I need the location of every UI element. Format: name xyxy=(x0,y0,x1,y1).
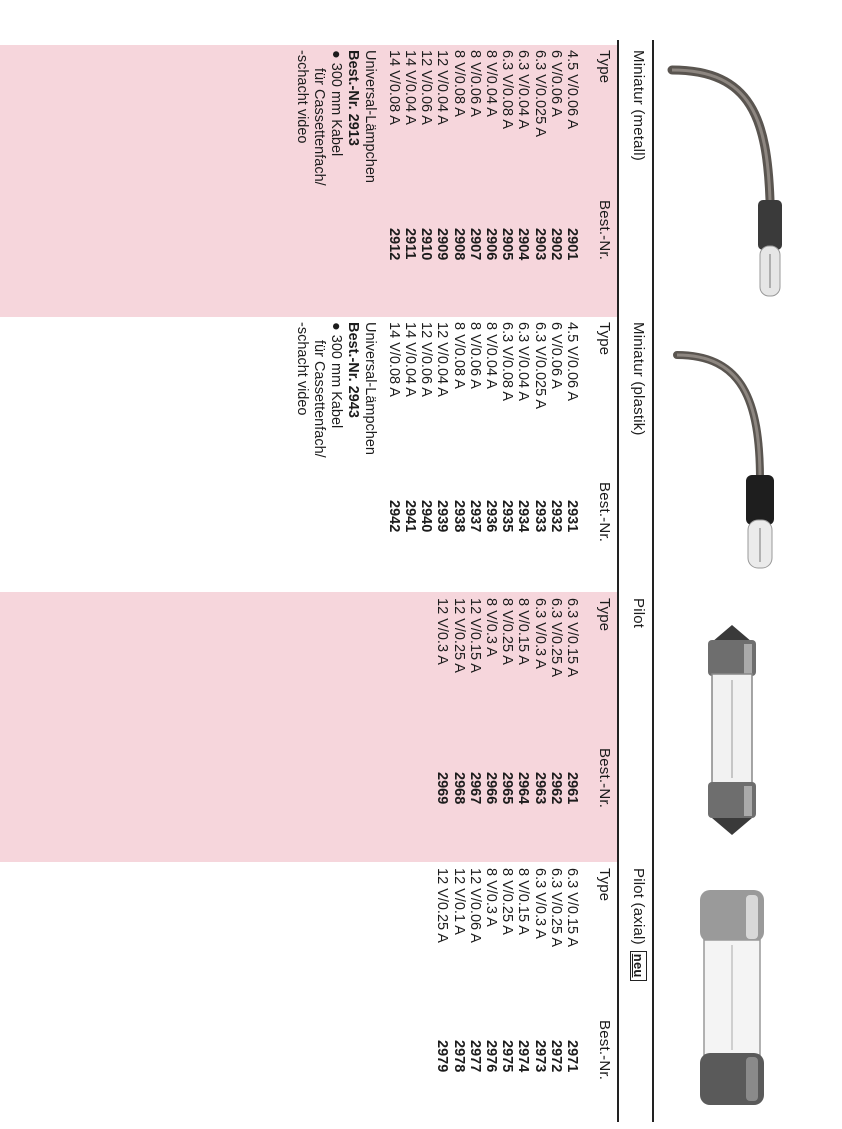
column-header-type: Type xyxy=(596,598,613,632)
type-value: 6.3 V/0.25 A xyxy=(547,868,564,948)
type-value: 8 V/0.15 A xyxy=(515,868,532,935)
order-number: 2940 xyxy=(418,500,435,533)
note-cable: ● 300 mm Kabel xyxy=(328,50,344,157)
type-value: 12 V/0.1 A xyxy=(450,868,467,935)
type-value: 12 V/0.15 A xyxy=(466,598,483,673)
type-value: 6.3 V/0.3 A xyxy=(531,868,548,939)
type-value: 12 V/0.04 A xyxy=(434,50,451,125)
type-value: 8 V/0.04 A xyxy=(482,322,499,389)
order-number: 2909 xyxy=(434,228,451,261)
column-header-best-nr: Best.-Nr. xyxy=(596,482,613,543)
order-number: 2968 xyxy=(450,772,467,805)
type-list xyxy=(434,598,580,677)
order-number: 2963 xyxy=(531,772,548,805)
order-number: 2974 xyxy=(515,1040,532,1073)
axial-fuse-bulb-icon xyxy=(662,885,802,1115)
order-number: 2942 xyxy=(385,500,402,533)
order-number: 2978 xyxy=(450,1040,467,1073)
type-value: 8 V/0.04 A xyxy=(482,50,499,117)
type-value: 8 V/0.25 A xyxy=(499,598,516,665)
type-value: 8 V/0.15 A xyxy=(515,598,532,665)
note-order-number: Best.-Nr. 2943 xyxy=(345,322,361,418)
new-badge: neu xyxy=(630,951,647,981)
type-value: 6.3 V/0.15 A xyxy=(564,598,580,678)
note-order-number: Best.-Nr. 2913 xyxy=(345,50,361,146)
order-number: 2966 xyxy=(482,772,499,805)
column-header-best-nr: Best.-Nr. xyxy=(596,1020,613,1081)
type-value: 12 V/0.3 A xyxy=(434,598,451,665)
type-value: 12 V/0.06 A xyxy=(418,50,435,125)
type-value: 4.5 V/0.06 A xyxy=(564,322,580,402)
type-value: 12 V/0.25 A xyxy=(450,598,467,673)
order-number-list xyxy=(434,772,580,804)
type-value: 6.3 V/0.025 A xyxy=(531,50,548,138)
section-title-miniatur-metall: Miniatur (metall) xyxy=(630,50,647,161)
order-number: 2979 xyxy=(434,1040,451,1073)
order-number: 2902 xyxy=(547,228,564,261)
type-value: 8 V/0.08 A xyxy=(450,322,467,389)
order-number: 2941 xyxy=(401,500,418,533)
type-value: 8 V/0.06 A xyxy=(466,50,483,117)
note-title: Universal-Lämpchen xyxy=(362,50,378,183)
type-list xyxy=(386,50,580,137)
type-value: 6.3 V/0.04 A xyxy=(515,50,532,130)
type-value: 8 V/0.3 A xyxy=(482,868,499,927)
column-header-type: Type xyxy=(596,50,613,84)
order-number: 2967 xyxy=(466,772,483,805)
pilot-bulb-icon xyxy=(672,620,792,850)
order-number: 2934 xyxy=(515,500,532,533)
order-number: 2911 xyxy=(401,228,418,260)
column-header-best-nr: Best.-Nr. xyxy=(596,200,613,261)
section-title-miniatur-plastik: Miniatur (plastik) xyxy=(630,322,647,436)
order-number: 2901 xyxy=(564,228,580,261)
universal-note-metall xyxy=(293,50,378,186)
type-value: 6.3 V/0.08 A xyxy=(499,322,516,402)
type-value: 12 V/0.06 A xyxy=(418,322,435,397)
order-number: 2971 xyxy=(564,1040,580,1073)
type-value: 12 V/0.04 A xyxy=(434,322,451,397)
miniature-metal-bulb-icon xyxy=(662,50,822,310)
order-number: 2903 xyxy=(531,228,548,261)
order-number: 2906 xyxy=(482,228,499,261)
order-number-list xyxy=(386,500,580,532)
type-value: 12 V/0.06 A xyxy=(466,868,483,943)
order-number: 2976 xyxy=(482,1040,499,1073)
order-number: 2938 xyxy=(450,500,467,533)
order-number: 2969 xyxy=(434,772,451,805)
note-usage-1: für Cassettenfach/ xyxy=(311,68,327,186)
type-list xyxy=(434,868,580,947)
type-value: 6 V/0.06 A xyxy=(547,50,564,117)
note-title: Universal-Lämpchen xyxy=(362,322,378,455)
type-value: 6.3 V/0.025 A xyxy=(531,322,548,410)
type-value: 14 V/0.08 A xyxy=(385,50,402,125)
type-value: 6.3 V/0.25 A xyxy=(547,598,564,678)
order-number: 2937 xyxy=(466,500,483,533)
type-value: 8 V/0.25 A xyxy=(499,868,516,935)
note-cable: ● 300 mm Kabel xyxy=(328,322,344,429)
order-number: 2939 xyxy=(434,500,451,533)
order-number: 2972 xyxy=(547,1040,564,1073)
type-value: 6.3 V/0.3 A xyxy=(531,598,548,669)
order-number: 2905 xyxy=(499,228,516,261)
type-value: 14 V/0.08 A xyxy=(385,322,402,397)
order-number: 2977 xyxy=(466,1040,483,1073)
order-number: 2965 xyxy=(499,772,516,805)
order-number: 2936 xyxy=(482,500,499,533)
miniature-plastic-bulb-icon xyxy=(662,330,812,590)
order-number: 2975 xyxy=(499,1040,516,1073)
order-number: 2961 xyxy=(564,772,580,805)
column-header-best-nr: Best.-Nr. xyxy=(596,748,613,809)
order-number: 2907 xyxy=(466,228,483,261)
order-number: 2935 xyxy=(499,500,516,533)
column-header-type: Type xyxy=(596,868,613,902)
note-usage-2: -schacht video xyxy=(294,322,310,416)
order-number: 2904 xyxy=(515,228,532,261)
type-value: 12 V/0.25 A xyxy=(434,868,451,943)
type-value: 14 V/0.04 A xyxy=(401,50,418,125)
top-rule xyxy=(653,40,655,1122)
order-number-list xyxy=(386,228,580,260)
universal-note-plastik xyxy=(293,322,378,458)
type-value: 8 V/0.06 A xyxy=(466,322,483,389)
order-number-list xyxy=(434,1040,580,1072)
order-number: 2933 xyxy=(531,500,548,533)
order-number: 2912 xyxy=(385,228,402,261)
type-value: 6 V/0.06 A xyxy=(547,322,564,389)
type-value: 6.3 V/0.04 A xyxy=(515,322,532,402)
order-number: 2932 xyxy=(547,500,564,533)
type-value: 6.3 V/0.08 A xyxy=(499,50,516,130)
order-number: 2964 xyxy=(515,772,532,805)
type-value: 6.3 V/0.15 A xyxy=(564,868,580,948)
type-value: 8 V/0.3 A xyxy=(482,598,499,657)
section-title-text: Pilot (axial) xyxy=(630,868,647,945)
section-title-pilot-axial xyxy=(630,868,647,981)
order-number: 2910 xyxy=(418,228,435,261)
column-header-type: Type xyxy=(596,322,613,356)
note-usage-1: für Cassettenfach/ xyxy=(311,340,327,458)
type-value: 8 V/0.08 A xyxy=(450,50,467,117)
section-title-pilot: Pilot xyxy=(630,598,647,629)
order-number: 2962 xyxy=(547,772,564,805)
type-value: 4.5 V/0.06 A xyxy=(564,50,580,130)
order-number: 2908 xyxy=(450,228,467,261)
type-list xyxy=(386,322,580,409)
header-rule xyxy=(617,40,619,1122)
type-value: 14 V/0.04 A xyxy=(401,322,418,397)
order-number: 2931 xyxy=(564,500,580,533)
order-number: 2973 xyxy=(531,1040,548,1073)
note-usage-2: -schacht video xyxy=(294,50,310,144)
